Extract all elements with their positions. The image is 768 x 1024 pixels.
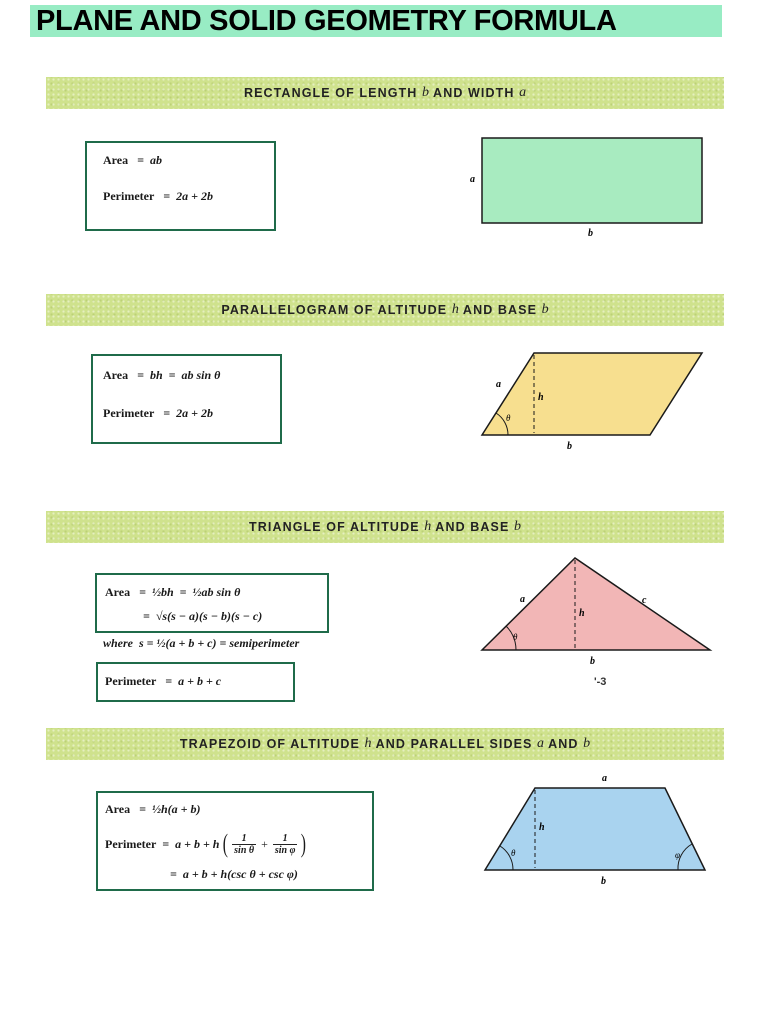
parallelogram-heading-mid: AND BASE [458,303,542,317]
page-title: PLANE AND SOLID GEOMETRY FORMULA [30,5,722,37]
triangle-stray-mark: '-3 [594,676,607,688]
fraction-2-numerator: 1 [282,832,288,844]
rectangle-formula-box [85,141,276,231]
rectangle-heading-mid: AND WIDTH [428,86,520,100]
triangle-heron-row [143,609,262,624]
trapezoid-fraction-2 [273,833,298,856]
rectangle-shape [482,138,702,223]
trapezoid-figure [470,770,720,890]
parallelogram-heading-var-b: b [541,302,549,317]
triangle-heading-var-b: b [513,519,521,534]
trapezoid-area-label: Area [105,802,131,816]
triangle-side-h: h [579,608,585,619]
rectangle-heading-var-a: a [519,85,527,100]
trapezoid-area-formula: = ½h(a + b) [139,802,201,816]
trapezoid-perimeter-label: Perimeter [105,836,157,851]
triangle-perimeter-formula: = a + b + c [165,674,222,688]
triangle-perimeter-box [96,662,295,702]
trapezoid-side-b: b [601,876,606,887]
rectangle-perimeter-row [103,189,213,204]
trapezoid-perimeter-row [105,831,308,857]
trapezoid-angle-phi: φ [675,850,680,860]
parallelogram-heading-pre: PARALLELOGRAM OF ALTITUDE [221,303,452,317]
triangle-heading-var-h: h [424,519,432,534]
fraction-plus: + [261,836,268,851]
rectangle-figure [460,130,720,245]
triangle-area-row [105,585,240,600]
rectangle-side-a: a [470,174,475,185]
trapezoid-perimeter-row-2 [170,867,298,882]
section-header-trapezoid [46,728,724,760]
parallelogram-angle: θ [506,413,511,423]
parallelogram-perimeter-formula: = 2a + 2b [163,406,213,420]
trapezoid-side-h: h [539,822,545,833]
trapezoid-side-a: a [602,773,607,784]
triangle-figure [470,550,720,670]
trapezoid-heading-mid: AND PARALLEL SIDES [371,737,538,751]
parallelogram-side-b: b [567,441,572,452]
paren-close: ) [301,829,307,858]
triangle-side-b: b [590,656,595,667]
trapezoid-perimeter-formula-start: = a + b + h [162,836,220,851]
fraction-1-denominator: sin θ [234,844,255,856]
rectangle-heading-var-b: b [421,85,429,100]
parallelogram-figure [470,345,715,455]
trapezoid-heading-var-b: b [583,736,591,751]
fraction-2-denominator: sin φ [274,844,296,856]
rectangle-perimeter-label: Perimeter [103,189,155,203]
triangle-area-label: Area [105,585,131,599]
triangle-where-line [103,636,299,651]
triangle-side-c: c [642,595,647,606]
rectangle-perimeter-formula: = 2a + 2b [163,189,213,203]
trapezoid-perimeter-formula-2: = a + b + h(csc θ + csc φ) [170,867,298,881]
trapezoid-angle-theta: θ [511,848,516,858]
paren-open: ( [223,829,229,858]
triangle-perimeter-row [105,674,221,689]
triangle-angle: θ [513,632,518,642]
triangle-heron-formula: = √s(s − a)(s − b)(s − c) [143,609,263,623]
rectangle-area-label: Area [103,153,129,167]
rectangle-side-b: b [588,228,593,239]
triangle-heading-mid: AND BASE [431,520,514,534]
section-header-parallelogram [46,294,724,326]
trapezoid-fraction-1 [232,833,256,856]
triangle-area-box [95,573,329,633]
triangle-perimeter-label: Perimeter [105,674,157,688]
parallelogram-shape [482,353,702,435]
parallelogram-side-a: a [496,379,501,390]
parallelogram-side-h: h [538,392,544,403]
trapezoid-shape [485,788,705,870]
rectangle-area-formula: = ab [137,153,162,167]
parallelogram-formula-box [91,354,282,444]
fraction-1-numerator: 1 [241,832,247,844]
triangle-area-formula: = ½bh = ½ab sin θ [139,585,241,599]
parallelogram-area-formula: = bh = ab sin θ [137,368,221,382]
trapezoid-area-row [105,802,200,817]
trapezoid-heading-var-a: a [537,736,545,751]
trapezoid-heading-var-h: h [364,736,372,751]
trapezoid-heading-and: AND [544,737,584,751]
parallelogram-perimeter-row [103,406,213,421]
triangle-where-text: where s = ½(a + b + c) = semiperimeter [103,636,300,650]
parallelogram-heading-var-h: h [451,302,459,317]
section-header-triangle [46,511,724,543]
parallelogram-area-row [103,368,220,383]
trapezoid-heading-pre: TRAPEZOID OF ALTITUDE [179,737,365,751]
rectangle-area-row [103,153,162,168]
parallelogram-area-label: Area [103,368,129,382]
triangle-side-a: a [520,594,525,605]
section-header-rectangle [46,77,724,109]
rectangle-heading-pre: RECTANGLE OF LENGTH [243,86,422,100]
trapezoid-formula-box [96,791,374,891]
parallelogram-perimeter-label: Perimeter [103,406,155,420]
triangle-heading-pre: TRIANGLE OF ALTITUDE [249,520,425,534]
